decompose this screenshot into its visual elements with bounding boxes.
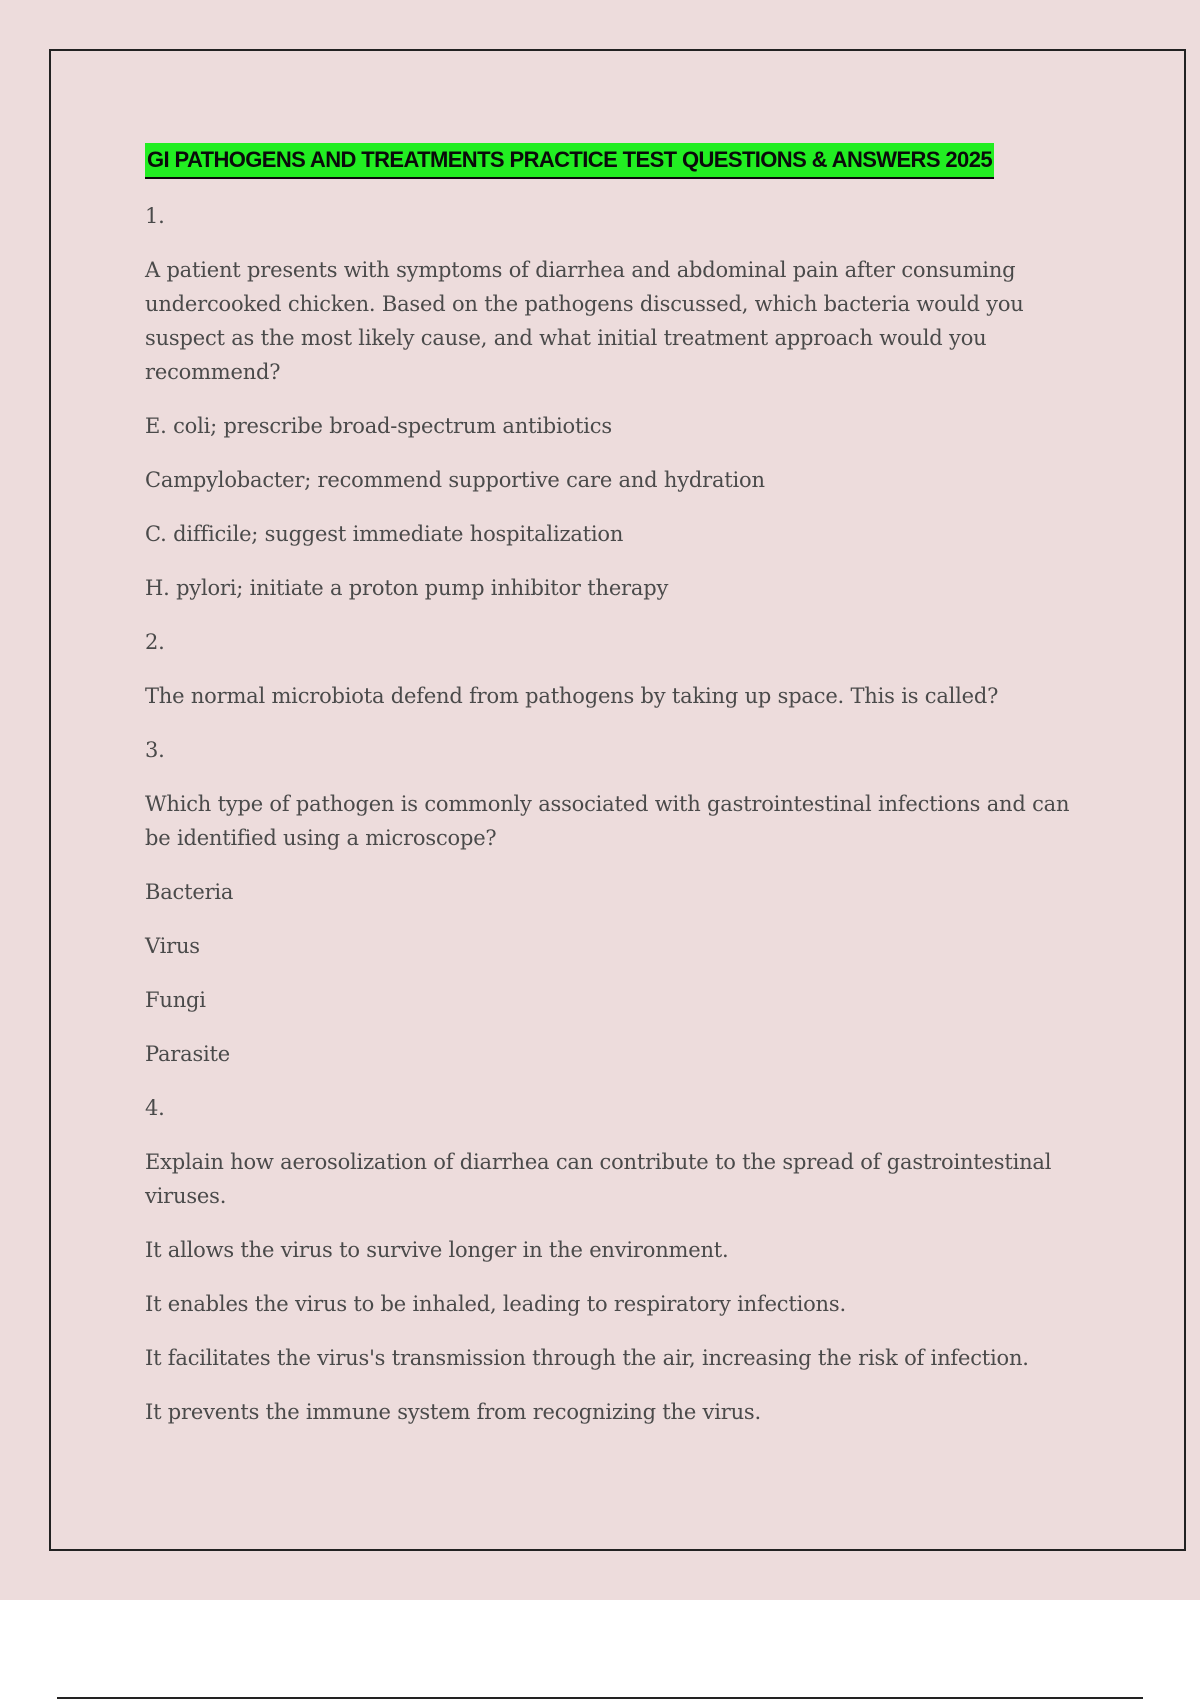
answer-option: H. pylori; initiate a proton pump inhibitor therapy [145, 576, 669, 600]
footer-divider [57, 1697, 1143, 1699]
answer-option: It enables the virus to be inhaled, leading to respiratory infections. [145, 1292, 846, 1316]
answer-option: Virus [145, 934, 200, 958]
question-number: 4. [145, 1096, 165, 1120]
answer-option: Campylobacter; recommend supportive care and hydration [145, 468, 765, 492]
answer-option: E. coli; prescribe broad-spectrum antibiotics [145, 414, 612, 438]
answer-option: It facilitates the virus's transmission through the air, increasing the risk of infection. [145, 1346, 1029, 1370]
question-text: Which type of pathogen is commonly associated with gastrointestinal infections and can be identified using a microscope? [145, 792, 1070, 850]
answer-option: Bacteria [145, 880, 234, 904]
document-title: GI PATHOGENS AND TREATMENTS PRACTICE TEST QUESTIONS & ANSWERS 2025 [145, 143, 994, 179]
question-number: 2. [145, 630, 165, 654]
answer-option: Fungi [145, 988, 206, 1012]
document-content [145, 143, 1095, 1429]
question-text: The normal microbiota defend from pathogens by taking up space. This is called? [145, 684, 999, 708]
question-number: 1. [145, 204, 165, 228]
question-text: A patient presents with symptoms of diarrhea and abdominal pain after consuming undercooked chicken. Based on the pathogens discussed, which bacteria would you suspect as the most likely cause, and what initial treatment approach would you recommend? [145, 258, 1024, 384]
answer-option: It allows the virus to survive longer in the environment. [145, 1238, 729, 1262]
question-number: 3. [145, 738, 165, 762]
answer-option: Parasite [145, 1042, 231, 1066]
answer-option: It prevents the immune system from recognizing the virus. [145, 1400, 761, 1424]
answer-option: C. difficile; suggest immediate hospitalization [145, 522, 624, 546]
question-text: Explain how aerosolization of diarrhea can contribute to the spread of gastrointestinal viruses. [145, 1150, 1052, 1208]
